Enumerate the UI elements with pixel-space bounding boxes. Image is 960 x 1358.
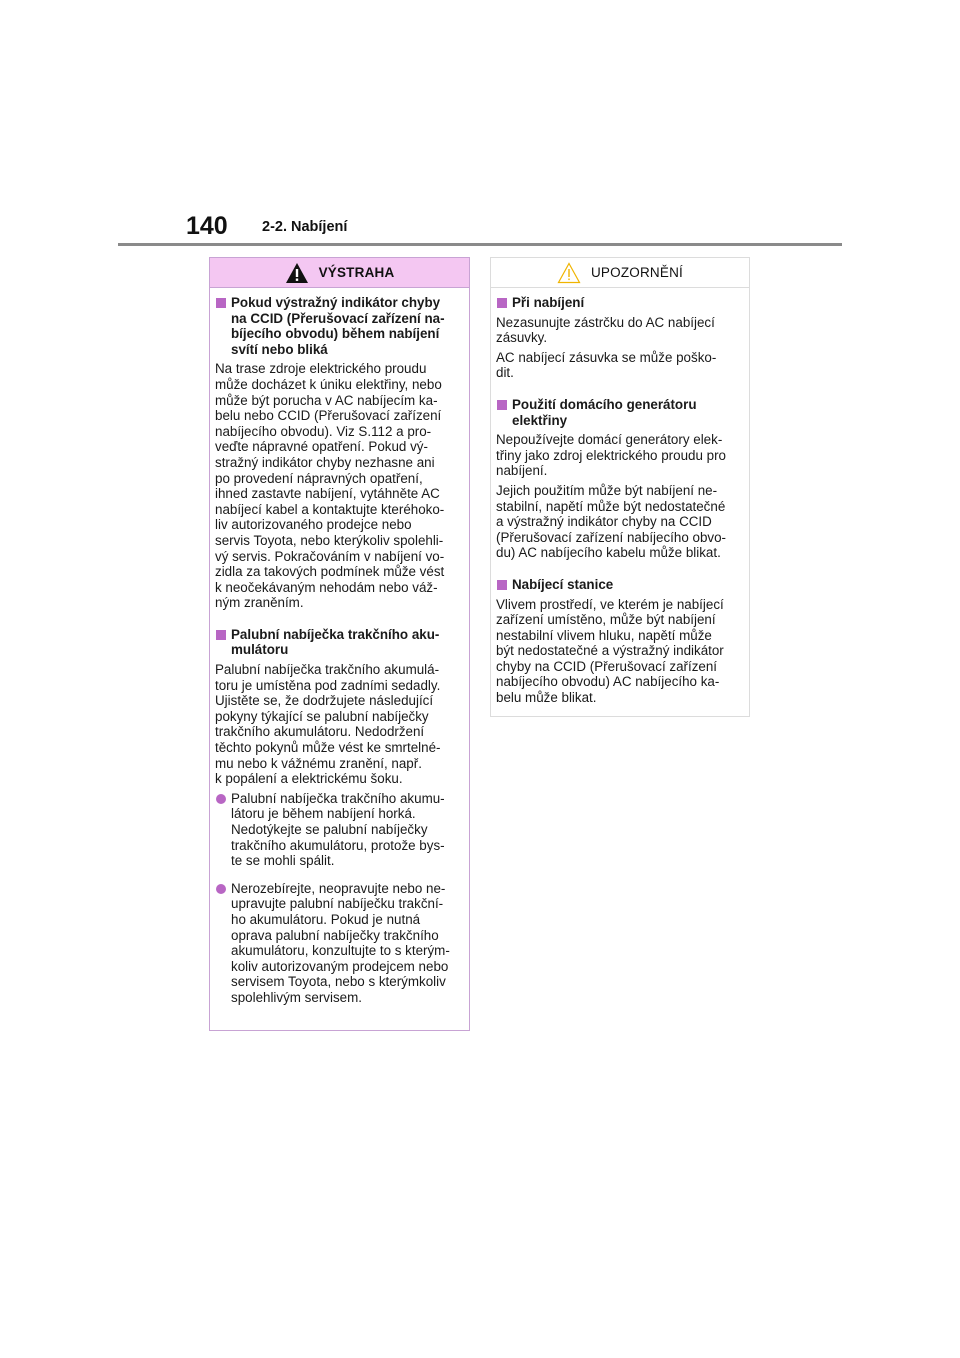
caution-box bbox=[490, 257, 750, 717]
caution-item-title: Použití domácího generátoru elektřiny bbox=[496, 397, 744, 428]
warning-box-header bbox=[210, 258, 469, 288]
caution-triangle-icon bbox=[557, 262, 581, 284]
caution-item-title: Při nabíjení bbox=[496, 295, 744, 311]
caution-title: UPOZORNĚNÍ bbox=[590, 265, 683, 280]
warning-bullet: Nerozebírejte, neopravujte nebo ne- upravujte palubní nabíječku trakční- ho akumulátoru. Pokud je nutná oprava palubní nabíječky trakčního akumulátoru, konzultujte to s kterým- koliv autorizovaným prodejcem nebo servisem Toyota, nebo s kterýmkoliv spolehlivým servisem. bbox=[215, 881, 464, 1006]
caution-paragraph: AC nabíjecí zásuvka se může poško- dit. bbox=[496, 349, 717, 381]
section-title: 2-2. Nabíjení bbox=[262, 219, 348, 235]
warning-triangle-icon bbox=[285, 262, 309, 284]
warning-item-title: Palubní nabíječka trakčního aku- mulátoru bbox=[215, 627, 464, 658]
square-bullet-icon bbox=[497, 400, 507, 410]
caution-paragraph: Jejich použitím může být nabíjení ne- stabilní, napětí může být nedostatečné a výstražný indikátor chyby na CCID (Přerušovací zařízení nabíjecího obvo- du) AC nabíjecího kabelu může blikat. bbox=[496, 482, 726, 561]
round-bullet-icon bbox=[216, 794, 226, 804]
warning-bullet: Palubní nabíječka trakčního akumu- látoru je během nabíjení horká. Nedotýkejte se palubní nabíječky trakčního akumulátoru, protože bys- te se mohli spálit. bbox=[215, 791, 464, 869]
square-bullet-icon bbox=[497, 298, 507, 308]
warning-paragraph: Na trase zdroje elektrického proudu může docházet k úniku elektřiny, nebo může být porucha v AC nabíjecím ka- belu nebo CCID (Přerušovací zařízení nabíjecího obvodu). Viz S.112 a pro- veďte nápravné opatření. Pokud vý- stražný indikátor chyby nezhasne ani po provedení nápravných opatření, ihned zastavte nabíjení, vytáhněte AC nabíjecí kabel a kontaktujte kteréhoko- liv autorizovaného prodejce nebo servis Toyota, nebo kterýkoliv spolehli- vý servis. Pokračováním v nabíjení vo- zidla za takových podmínek může vést k neočekávaným nehodám nebo váž- ným zraněním. bbox=[215, 361, 445, 611]
square-bullet-icon bbox=[497, 580, 507, 590]
caution-item-title: Nabíjecí stanice bbox=[496, 577, 744, 593]
caution-paragraph: Nezasunujte zástrčku do AC nabíjecí zásuvky. bbox=[496, 314, 715, 346]
caution-paragraph: Nepoužívejte domácí generátory elek- třiny jako zdroj elektrického proudu pro nabíjení. bbox=[496, 432, 726, 479]
round-bullet-icon bbox=[216, 884, 226, 894]
warning-title: VÝSTRAHA bbox=[318, 265, 395, 280]
warning-item-title: Pokud výstražný indikátor chyby na CCID (Přerušovací zařízení na- bíjecího obvodu) během nabíjení svítí nebo bliká bbox=[215, 295, 464, 357]
square-bullet-icon bbox=[216, 298, 226, 308]
caution-body bbox=[491, 288, 749, 706]
caution-paragraph: Vlivem prostředí, ve kterém je nabíjecí zařízení umístěno, může být nabíjení nestabilní vlivem hluku, napětí může být nedostatečné a výstražný indikátor chyby na CCID (Přerušovací zařízení nabíjecího obvodu) AC nabíjecího ka- belu může blikat. bbox=[496, 596, 724, 706]
header-divider bbox=[118, 243, 842, 246]
warning-body bbox=[210, 288, 469, 1006]
square-bullet-icon bbox=[216, 630, 226, 640]
warning-box bbox=[209, 257, 470, 1031]
caution-box-header bbox=[491, 258, 749, 288]
page-number: 140 bbox=[186, 212, 228, 240]
warning-paragraph: Palubní nabíječka trakčního akumulá- toru je umístěna pod zadními sedadly. Ujistěte se, že dodržujete následující pokyny týkající se palubní nabíječky trakčního akumulátoru. Nedodržení těchto pokynů může vést ke smrtelné- mu nebo k vážnému zranění, např. k popálení a elektrickému šoku. bbox=[215, 662, 441, 787]
